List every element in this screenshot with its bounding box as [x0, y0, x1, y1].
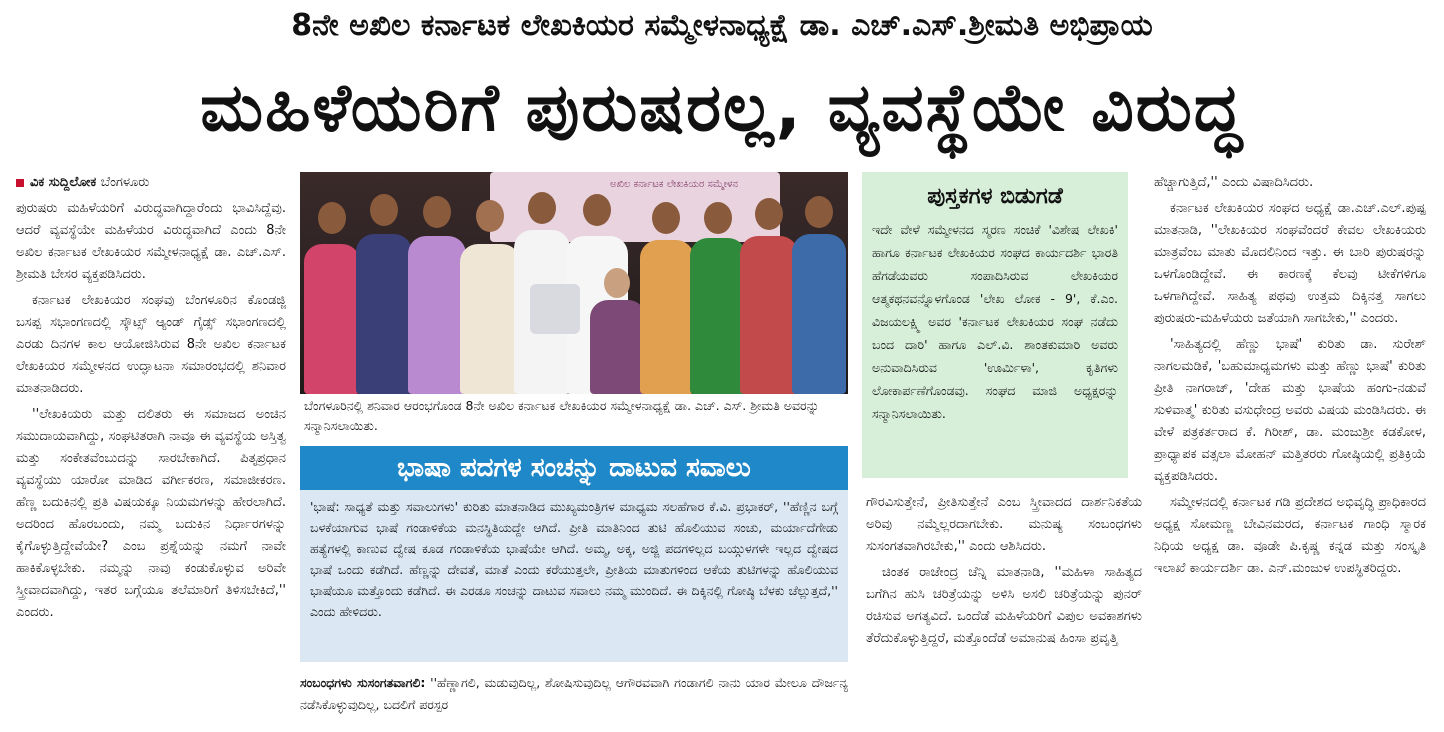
article-column-4: [1154, 172, 1426, 724]
byline: [16, 172, 286, 194]
paragraph: ಕರ್ನಾಟಕ ಲೇಖಕಿಯರ ಸಂಘವು ಬೆಂಗಳೂರಿನ ಕೊಂಡಜ್ಜಿ ಬಸಪ್ಪ ಸಭಾಂಗಣದಲ್ಲಿ ಸ್ಕೌಟ್ಸ್ ಆ್ಯಂಡ್ ಗೈಡ್ಸ್ ಸಭಾಂಗಣದಲ್ಲಿ ಎರಡು ದಿನಗಳ ಕಾಲ ಆಯೋಜಿಸಿರುವ 8ನೇ ಅಖಿಲ ಕರ್ನಾಟಕ ಲೇಖಕಿಯರ ಸಮ್ಮೇಳನದ ಉದ್ಘಾಟನಾ ಸಮಾರಂಭದಲ್ಲಿ ಶನಿವಾರ ಮಾತನಾಡಿದರು.: [16, 293, 286, 396]
paragraph: ಸಮ್ಮೇಳನದಲ್ಲಿ ಕರ್ನಾಟಕ ಗಡಿ ಪ್ರದೇಶದ ಅಭಿವೃದ್ಧಿ ಪ್ರಾಧಿಕಾರದ ಅಧ್ಯಕ್ಷ ಸೋಮಣ್ಣ ಬೇವಿನಮರದ, ಕರ್ನಾಟಕ ಗಾಂಧಿ ಸ್ಮಾರಕ ನಿಧಿಯ ಅಧ್ಯಕ್ಷ ಡಾ. ವೂಡೇ ಪಿ.ಕೃಷ್ಣ ಕನ್ನಡ ಮತ್ತು ಸಂಸ್ಕೃತಿ ಇಲಾಖೆ ಕಾರ್ಯದರ್ಶಿ ಡಾ. ಎನ್.ಮಂಜುಳ ಉಪಸ್ಥಿತರಿದ್ದರು.: [1154, 495, 1426, 576]
books-release-box: [862, 172, 1128, 478]
section-subheading: ಭಾಷಾ ಪದಗಳ ಸಂಚನ್ನು ದಾಟುವ ಸವಾಲು: [300, 446, 848, 490]
paragraph: ಪುರುಷರು ಮಹಿಳೆಯರಿಗೆ ವಿರುದ್ಧವಾಗಿದ್ದಾರೆಂದು ಭಾವಿಸಿದ್ದೆವು. ಆದರೆ ವ್ಯವಸ್ಥೆಯೇ ಮಹಿಳೆಯರ ವಿರುದ್ಧವಾಗಿದೆ ಎಂದು 8ನೇ ಅಖಿಲ ಕರ್ನಾಟಕ ಲೇಖಕಿಯರ ಸಮ್ಮೇಳನಾಧ್ಯಕ್ಷೆ ಡಾ. ಎಚ್.ಎಸ್. ಶ್ರೀಮತಿ ಬೇಸರ ವ್ಯಕ್ತಪಡಿಸಿದರು.: [16, 201, 286, 282]
bottom-text: ''ಹೆಣ್ಣಾಗಲಿ, ಮಡುವುದಿಲ್ಲ, ಶೋಷಿಸುವುದಿಲ್ಲ ಆಗೌರವವಾಗಿ ಗಂಡಾಗಲಿ ನಾನು ಯಾರ ಮೇಲೂ ದೌರ್ಜನ್ಯ ನಡೆಸಿಕೊಳ್ಳುವುದಿಲ್ಲ, ಬದಲಿಗೆ ಪರಸ್ಪರ: [300, 675, 848, 712]
article-column-1: [16, 172, 286, 722]
article-column-3: [866, 492, 1142, 724]
bottom-paragraph: [300, 672, 848, 716]
inline-subhead: ಸಂಬಂಧಗಳು ಸುಸಂಗತವಾಗಲಿ:: [300, 675, 426, 690]
byline-source: ವಿಕ ಸುದ್ದಿಲೋಕ: [30, 175, 97, 190]
paragraph: ಕರ್ನಾಟಕ ಲೇಖಕಿಯರ ಸಂಘದ ಅಧ್ಯಕ್ಷೆ ಡಾ.ಎಚ್.ಎಲ್.ಪುಷ್ಪ ಮಾತನಾಡಿ, ''ಲೇಖಕಿಯರ ಸಂಘವೆಂದರೆ ಕೇವಲ ಲೇಖಕಿಯರು ಮಾತ್ರವೆಂಬ ಮಾತು ಮೊದಲಿನಿಂದ ಇತ್ತು. ಈ ಬಾರಿ ಪುರುಷರನ್ನು ಒಳಗೊಂಡಿದ್ದೇವೆ. ಈ ಕಾರಣಕ್ಕೆ ಕೆಲವು ಟೀಕೆಗಳಿಗೂ ಒಳಗಾಗಿದ್ದೇವೆ. ಸಾಹಿತ್ಯ ಪಥವು ಉತ್ತಮ ದಿಕ್ಕಿನತ್ತ ಸಾಗಲು ಪುರುಷರು-ಮಹಿಳೆಯರು ಜತೆಯಾಗಿ ಸಾಗಬೇಕು,'' ಎಂದರು.: [1154, 201, 1426, 326]
kicker-headline: 8ನೇ ಅಖಿಲ ಕರ್ನಾಟಕ ಲೇಖಕಿಯರ ಸಮ್ಮೇಳನಾಧ್ಯಕ್ಷೆ ಡಾ. ಎಚ್.ಎಸ್.ಶ್ರೀಮತಿ ಅಭಿಪ್ರಾಯ: [291, 8, 1153, 43]
main-headline: ಮಹಿಳೆಯರಿಗೆ ಪುರುಷರಲ್ಲ, ವ್ಯವಸ್ಥೆಯೇ ವಿರುದ್ಧ: [200, 69, 1244, 146]
paragraph: ಗೌರವಿಸುತ್ತೇನೆ, ಪ್ರೀತಿಸುತ್ತೇನೆ ಎಂಬ ಸ್ತ್ರೀವಾದದ ದಾರ್ಶನಿಕತೆಯ ಅರಿವು ನಮ್ಮೆಲ್ಲರದಾಗಬೇಕು. ಮನುಷ್ಯ ಸಂಬಂಧಗಳು ಸುಸಂಗತವಾಗಿರಬೇಕು,'' ಎಂದು ಆಶಿಸಿದರು.: [866, 495, 1142, 554]
award-plaque: [530, 284, 580, 334]
stage-banner-text: ಅಖಿಲ ಕರ್ನಾಟಕ ಲೇಖಕಿಯರ ಸಮ್ಮೇಳನ: [610, 179, 738, 190]
box-body: ಇದೇ ವೇಳೆ ಸಮ್ಮೇಳನದ ಸ್ಮರಣ ಸಂಚಿಕೆ 'ವಿಶೇಷ ಲೇಖಕಿ' ಹಾಗೂ ಕರ್ನಾಟಕ ಲೇಖಕಿಯರ ಸಂಘದ ಕಾರ್ಯದರ್ಶಿ ಭಾರತಿ ಹೆಗಡೆಯವರು ಸಂಪಾದಿಸಿರುವ ಲೇಖಕಿಯರ ಆತ್ಮಕಥನವನ್ನೊಳಗೊಂಡ 'ಲೇಖ ಲೋಕ - 9', ಕೆ.ಎಂ. ವಿಜಯಲಕ್ಷ್ಮಿ ಅವರ 'ಕರ್ನಾಟಕ ಲೇಖಕಿಯರ ಸಂಘ ನಡೆದು ಬಂದ ದಾರಿ' ಹಾಗೂ ಎಲ್.ವಿ. ಶಾಂತಕುಮಾರಿ ಅವರು ಅನುವಾದಿಸಿರುವ 'ಊರ್ಮಿಳಾ', ಕೃತಿಗಳು ಲೋಕಾರ್ಪಣೆಗೊಂಡವು. ಸಂಘದ ಮಾಜಿ ಅಧ್ಯಕ್ಷರನ್ನು ಸನ್ಮಾನಿಸಲಾಯಿತು.: [872, 222, 1118, 421]
photo-caption: ಬೆಂಗಳೂರಿನಲ್ಲಿ ಶನಿವಾರ ಆರಂಭಗೊಂಡ 8ನೇ ಅಖಿಲ ಕರ್ನಾಟಕ ಲೇಖಕಿಯರ ಸಮ್ಮೇಳನಾಧ್ಯಕ್ಷೆ ಡಾ. ಎಚ್. ಎಸ್. ಶ್ರೀಮತಿ ಅವರನ್ನು ಸನ್ಮಾನಿಸಲಾಯಿತು.: [304, 398, 820, 433]
quote-block: [300, 490, 848, 662]
paragraph: 'ಸಾಹಿತ್ಯದಲ್ಲಿ ಹೆಣ್ಣು ಭಾಷೆ' ಕುರಿತು ಡಾ. ಸುರೇಶ್ ನಾಗಲಮಡಿಕೆ, 'ಬಹುಮಾಧ್ಯಮಗಳು ಮತ್ತು ಹೆಣ್ಣು ಭಾಷೆ' ಕುರಿತು ಪ್ರೀತಿ ನಾಗರಾಜ್, 'ದೇಹ ಮತ್ತು ಭಾಷೆಯ ಹಂಗು-ನಡುವೆ ಸುಳಿವಾತ್ಮ' ಕುರಿತು ವಸುಧೇಂದ್ರ ಅವರು ವಿಷಯ ಮಂಡಿಸಿದರು. ಈ ವೇಳೆ ಪತ್ರಕರ್ತರಾದ ಕೆ. ಗಿರೀಶ್, ಡಾ. ಮಂಜುಶ್ರೀ ಕಡಕೋಳ, ಪ್ರಾಧ್ಯಾಪಕ ವತ್ಸಲಾ ಮೋಹನ್ ಮತ್ತಿತರರು ಗೋಷ್ಠಿಯಲ್ಲಿ ಪ್ರತಿಕ್ರಿಯೆ ವ್ಯಕ್ತಪಡಿಸಿದರು.: [1154, 337, 1426, 484]
paragraph: ಚಿಂತಕ ರಾಜೇಂದ್ರ ಚೆನ್ನಿ ಮಾತನಾಡಿ, ''ಮಹಿಳಾ ಸಾಹಿತ್ಯದ ಬಗೆಗಿನ ಹುಸಿ ಚರಿತ್ರೆಯನ್ನು ಅಳಿಸಿ ಅಸಲಿ ಚರಿತ್ರೆಯನ್ನು ಪುನರ್ ರಚಿಸುವ ಅಗತ್ಯವಿದೆ. ಒಂದೆಡೆ ಮಹಿಳೆಯರಿಗೆ ವಿಪುಲ ಅವಕಾಶಗಳು ತೆರೆದುಕೊಳ್ಳುತ್ತಿದ್ದರೆ, ಮತ್ತೊಂದೆಡೆ ಅಮಾನುಷ ಹಿಂಸಾ ಪ್ರವೃತ್ತಿ: [866, 565, 1142, 646]
byline-place: ಬೆಂಗಳೂರು: [100, 175, 150, 190]
bullet-square-icon: [16, 179, 24, 187]
box-title: ಪುಸ್ತಕಗಳ ಬಿಡುಗಡೆ: [927, 184, 1063, 209]
paragraph: ''ಲೇಖಕಿಯರು ಮತ್ತು ದಲಿತರು ಈ ಸಮಾಜದ ಅಂಚಿನ ಸಮುದಾಯವಾಗಿದ್ದು, ಸಂಘಟಿತರಾಗಿ ನಾವೂ ಈ ವ್ಯವಸ್ಥೆಯ ಅಸ್ತಿತ್ವ ಮತ್ತು ಸಂಕೇತವೆಂಬುದನ್ನು ಸಾರಬೇಕಾಗಿದೆ. ಪಿತೃಪ್ರಧಾನ ವ್ಯವಸ್ಥೆಯು ಯಾರೋ ಮಾಡಿದ ವರ್ಗೀಕರಣ, ಸಮಾಜೀಕರಣ. ಹೆಣ್ಣ ಬದುಕಿನಲ್ಲಿ ಪ್ರತಿ ವಿಷಯಕ್ಕೂ ನಿಯಮಗಳನ್ನು ಹೇರಲಾಗಿದೆ. ಅದರಿಂದ ಹೊರಬಂದು, ನಮ್ಮ ಬದುಕಿನ ನಿರ್ಧಾರಗಳನ್ನು ಕೈಗೊಳ್ಳುತ್ತಿದ್ದೇವೆಯೇ? ಎಂಬ ಪ್ರಶ್ನೆಯನ್ನು ನಮಗೆ ನಾವೇ ಹಾಕಿಕೊಳ್ಳಬೇಕು. ನಮ್ಮನ್ನು ನಾವು ಕಂಡುಕೊಳ್ಳುವ ಅರಿವೇ ಸ್ತ್ರೀವಾದವಾಗಿದ್ದು, ಇತರ ಬಗ್ಗೆಯೂ ತಲೆಮಾರಿಗೆ ತಿಳಿಸಬೇಕಿದೆ,'' ಎಂದರು.: [16, 407, 286, 620]
event-photo: [300, 172, 848, 394]
paragraph: ಹೆಚ್ಚಾಗುತ್ತಿದೆ,'' ಎಂದು ವಿಷಾದಿಸಿದರು.: [1154, 175, 1314, 190]
quote-text: 'ಭಾಷೆ: ಸಾಧ್ಯತೆ ಮತ್ತು ಸವಾಲುಗಳು' ಕುರಿತು ಮಾತನಾಡಿದ ಮುಖ್ಯಮಂತ್ರಿಗಳ ಮಾಧ್ಯಮ ಸಲಹೆಗಾರ ಕೆ.ವಿ. ಪ್ರಭಾಕರ್, ''ಹೆಣ್ಣಿನ ಬಗ್ಗೆ ಬಳಕೆಯಾಗುವ ಭಾಷೆ ಗಂಡಾಳಿಕೆಯ ಮನಸ್ಥಿತಿಯದ್ದೇ ಆಗಿದೆ. ಪ್ರೀತಿ ಮಾತಿನಿಂದ ತುಟಿ ಹೊಲಿಯುವ ಸಂಚು, ಮರ್ಯಾದೆಗೇಡು ಹತ್ಯೆಗಳಲ್ಲಿ ಕಾಣುವ ದ್ವೇಷ ಕೂಡ ಗಂಡಾಳಿಕೆಯ ಭಾಷೆಯೇ ಆಗಿದೆ. ಅಮ್ಮ, ಅಕ್ಕ, ಅಜ್ಜಿ ಪದಗಳಿಲ್ಲದ ಬಯ್ಗುಳಗಳೇ ಇಲ್ಲದ ದ್ವೇಷದ ಭಾಷೆ ಒಂದು ಕಡೆಗಿದೆ. ಹೆಣ್ಣನ್ನು ದೇವತೆ, ಮಾತೆ ಎಂದು ಕರೆಯುತ್ತಲೇ, ಪ್ರೀತಿಯ ಮಾತುಗಳಿಂದ ಆಕೆಯ ತುಟಿಗಳನ್ನು ಹೊಲಿಯುವ ಭಾಷೆಯೂ ಮತ್ತೊಂದು ಕಡೆಗಿದೆ. ಈ ಎರಡೂ ಸಂಚನ್ನು ದಾಟುವ ಸವಾಲು ನಮ್ಮ ಮುಂದಿದೆ. ಈ ದಿಕ್ಕಿನಲ್ಲಿ ಗೋಷ್ಠಿ ಬೆಳಕು ಚೆಲ್ಲುತ್ತದೆ,'' ಎಂದು ಹೇಳಿದರು.: [310, 499, 838, 619]
